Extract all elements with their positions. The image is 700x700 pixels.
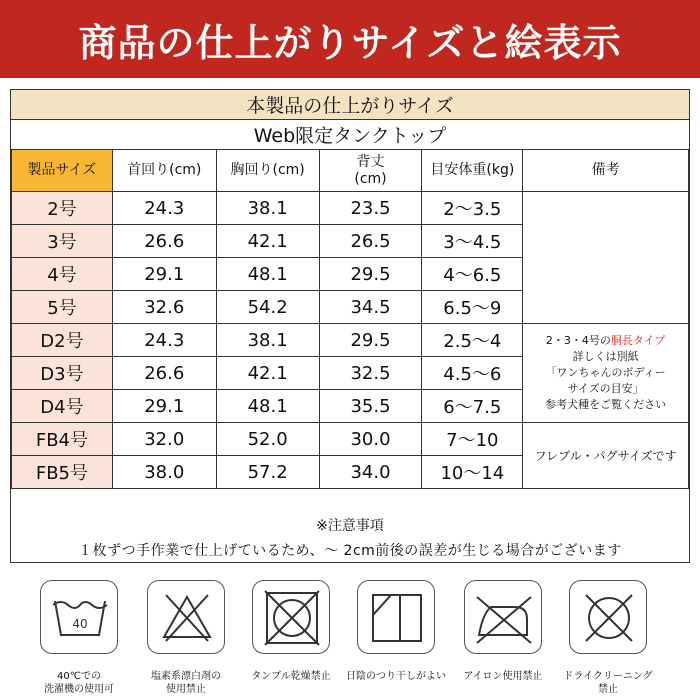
cell-chest: 54.2 [216, 291, 319, 324]
cell-notes-long-body [523, 324, 689, 423]
care-label [24, 670, 134, 696]
cell-neck: 38.0 [112, 456, 216, 489]
notice-box [11, 493, 689, 562]
cell-back: 34.5 [319, 291, 422, 324]
no-dry-clean-icon [569, 580, 647, 654]
cell-size: FB4号 [12, 423, 113, 456]
table-title: 本製品の仕上がりサイズ [11, 90, 689, 120]
note-line2: 詳しくは別紙 [572, 350, 639, 363]
table-row [12, 324, 689, 357]
care-icons [0, 580, 700, 700]
cell-weight: 2.5～4 [422, 324, 523, 357]
cell-back: 29.5 [319, 258, 422, 291]
table-row [12, 192, 689, 225]
cell-chest: 38.1 [216, 324, 319, 357]
note-line4: サイズの目安」 [567, 382, 644, 395]
cell-back: 23.5 [319, 192, 422, 225]
table-header-row [12, 150, 689, 192]
cell-neck: 29.1 [112, 258, 216, 291]
wash-temp: 40 [72, 617, 88, 631]
cell-weight: 6.5～9 [422, 291, 523, 324]
cell-size: 4号 [12, 258, 113, 291]
cell-weight: 7～10 [422, 423, 523, 456]
care-label-line: 使用禁止 [166, 684, 206, 695]
wash-40-icon [40, 580, 118, 654]
cell-notes-frenchie: フレブル・パグサイズです [523, 423, 689, 489]
header-chest: 胸回り(cm) [216, 150, 319, 192]
care-label [341, 670, 451, 683]
note-line3: 「ワンちゃんのボディー [545, 366, 666, 379]
cell-neck: 32.0 [112, 423, 216, 456]
cell-chest: 42.1 [216, 225, 319, 258]
cell-neck: 24.3 [112, 324, 216, 357]
care-label-line: アイロン使用禁止 [463, 671, 543, 682]
care-label-line: 洗濯機の使用可 [44, 684, 114, 695]
cell-neck: 26.6 [112, 357, 216, 390]
care-label-line: 禁止 [598, 684, 618, 695]
cell-chest: 52.0 [216, 423, 319, 456]
cell-back: 30.0 [319, 423, 422, 456]
cell-chest: 42.1 [216, 357, 319, 390]
cell-neck: 29.1 [112, 390, 216, 423]
cell-size: D2号 [12, 324, 113, 357]
cell-size: D4号 [12, 390, 113, 423]
cell-size: 2号 [12, 192, 113, 225]
product-name: Web限定タンクトップ [11, 119, 689, 150]
cell-neck: 24.3 [112, 192, 216, 225]
header-notes: 備考 [523, 150, 689, 192]
no-iron-icon [464, 580, 542, 654]
header-back [319, 150, 422, 192]
care-label-line: ドライクリーニング [563, 671, 653, 682]
size-table [11, 149, 689, 489]
cell-chest: 48.1 [216, 258, 319, 291]
cell-size: 3号 [12, 225, 113, 258]
cell-back: 35.5 [319, 390, 422, 423]
header-back-unit: (cm) [354, 170, 387, 187]
care-label-line: 塩素系漂白剤の [151, 671, 221, 682]
cell-weight: 4.5～6 [422, 357, 523, 390]
cell-weight: 4～6.5 [422, 258, 523, 291]
header-size: 製品サイズ [12, 150, 113, 192]
no-bleach-icon [147, 580, 225, 654]
care-label [553, 670, 663, 696]
note-line1-pre: 2・3・4号の [545, 334, 611, 347]
size-table-panel [10, 89, 690, 563]
care-label [236, 670, 346, 683]
notice-body: １枚ずつ手作業で仕上げているため、～ 2cm前後の誤差が生じる場合がございます [78, 543, 622, 559]
notice-heading: ※注意事項 [316, 518, 384, 534]
page-banner [0, 0, 700, 78]
no-tumble-dry-icon [252, 580, 330, 654]
header-back-label: 背丈 [356, 153, 385, 170]
cell-neck: 26.6 [112, 225, 216, 258]
care-label [131, 670, 241, 696]
cell-back: 29.5 [319, 324, 422, 357]
cell-size: D3号 [12, 357, 113, 390]
cell-notes-empty [523, 192, 689, 324]
cell-back: 32.5 [319, 357, 422, 390]
header-neck: 首回り(cm) [112, 150, 216, 192]
cell-weight: 3～4.5 [422, 225, 523, 258]
cell-weight: 2～3.5 [422, 192, 523, 225]
table-row [12, 423, 689, 456]
line-dry-shade-icon [357, 580, 435, 654]
cell-chest: 48.1 [216, 390, 319, 423]
care-label-line: 40℃での [57, 671, 101, 682]
cell-back: 26.5 [319, 225, 422, 258]
note-highlight: 胴長タイプ [610, 334, 666, 347]
cell-neck: 32.6 [112, 291, 216, 324]
cell-weight: 10～14 [422, 456, 523, 489]
header-weight: 目安体重(kg) [422, 150, 523, 192]
note-line5: 参考犬種をご覧ください [545, 398, 667, 411]
care-label [448, 670, 558, 683]
care-label-line: 日陰のつり干しがよい [346, 671, 446, 682]
cell-size: 5号 [12, 291, 113, 324]
cell-chest: 38.1 [216, 192, 319, 225]
cell-weight: 6～7.5 [422, 390, 523, 423]
banner-title: 商品の仕上がりサイズと絵表示 [78, 20, 622, 65]
care-label-line: タンブル乾燥禁止 [251, 671, 331, 682]
cell-chest: 57.2 [216, 456, 319, 489]
cell-back: 34.0 [319, 456, 422, 489]
cell-size: FB5号 [12, 456, 113, 489]
